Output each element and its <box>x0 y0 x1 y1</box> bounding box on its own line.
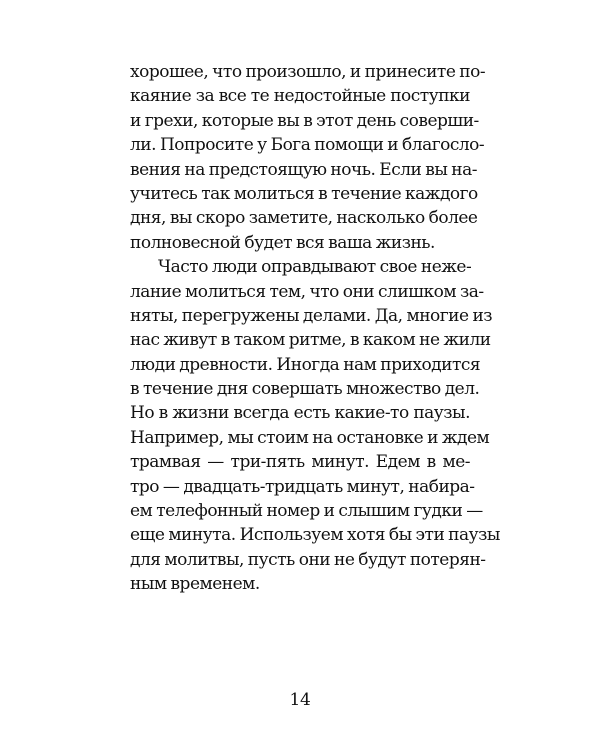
text-line: нас живут в таком ритме, в каком не жили <box>130 330 491 351</box>
text-line: в течение дня совершать множество дел. <box>130 379 480 400</box>
text-line: трамвая — три-пять минут. Едем в ме- <box>130 452 470 473</box>
text-line: Но в жизни всегда есть какие-то паузы. <box>130 403 470 424</box>
text-line: ли. Попросите у Бога помощи и благосло- <box>130 135 485 156</box>
text-line: учитесь так молиться в течение каждого <box>130 183 478 204</box>
text-line: лание молиться тем, что они слишком за- <box>130 281 484 302</box>
text-line: Часто люди оправдывают свое нежe- <box>158 257 472 278</box>
text-line: ем телефонный номер и слышим гудки — <box>130 501 483 522</box>
text-line: каяние за все те недостойные поступки <box>130 86 470 107</box>
text-line: и грехи, которые вы в этот день соверши- <box>130 110 479 131</box>
text-line: Например, мы стоим на остановке и ждем <box>130 427 490 448</box>
text-line: вения на предстоящую ночь. Если вы на- <box>130 159 477 180</box>
text-line: ным временем. <box>130 574 260 595</box>
text-line: люди древности. Иногда нам приходится <box>130 354 481 375</box>
paragraph-1 <box>130 60 486 255</box>
page-number: 14 <box>289 690 311 710</box>
text-line: хорошее, что произошло, и принесите по- <box>130 62 486 82</box>
text-line: для молитвы, пусть они не будут потерян- <box>130 549 486 570</box>
text-line: еще минута. Используем хотя бы эти паузы <box>130 525 500 546</box>
text-line: дня, вы скоро заметите, насколько более <box>130 208 478 229</box>
text-line: тро — двадцать-тридцать минут, набира- <box>130 476 475 497</box>
paragraph-2 <box>130 255 500 596</box>
body-text <box>130 60 500 597</box>
text-line: няты, перегружены делами. Да, многие из <box>130 305 493 326</box>
text-line: полновесной будет вся ваша жизнь. <box>130 232 435 253</box>
